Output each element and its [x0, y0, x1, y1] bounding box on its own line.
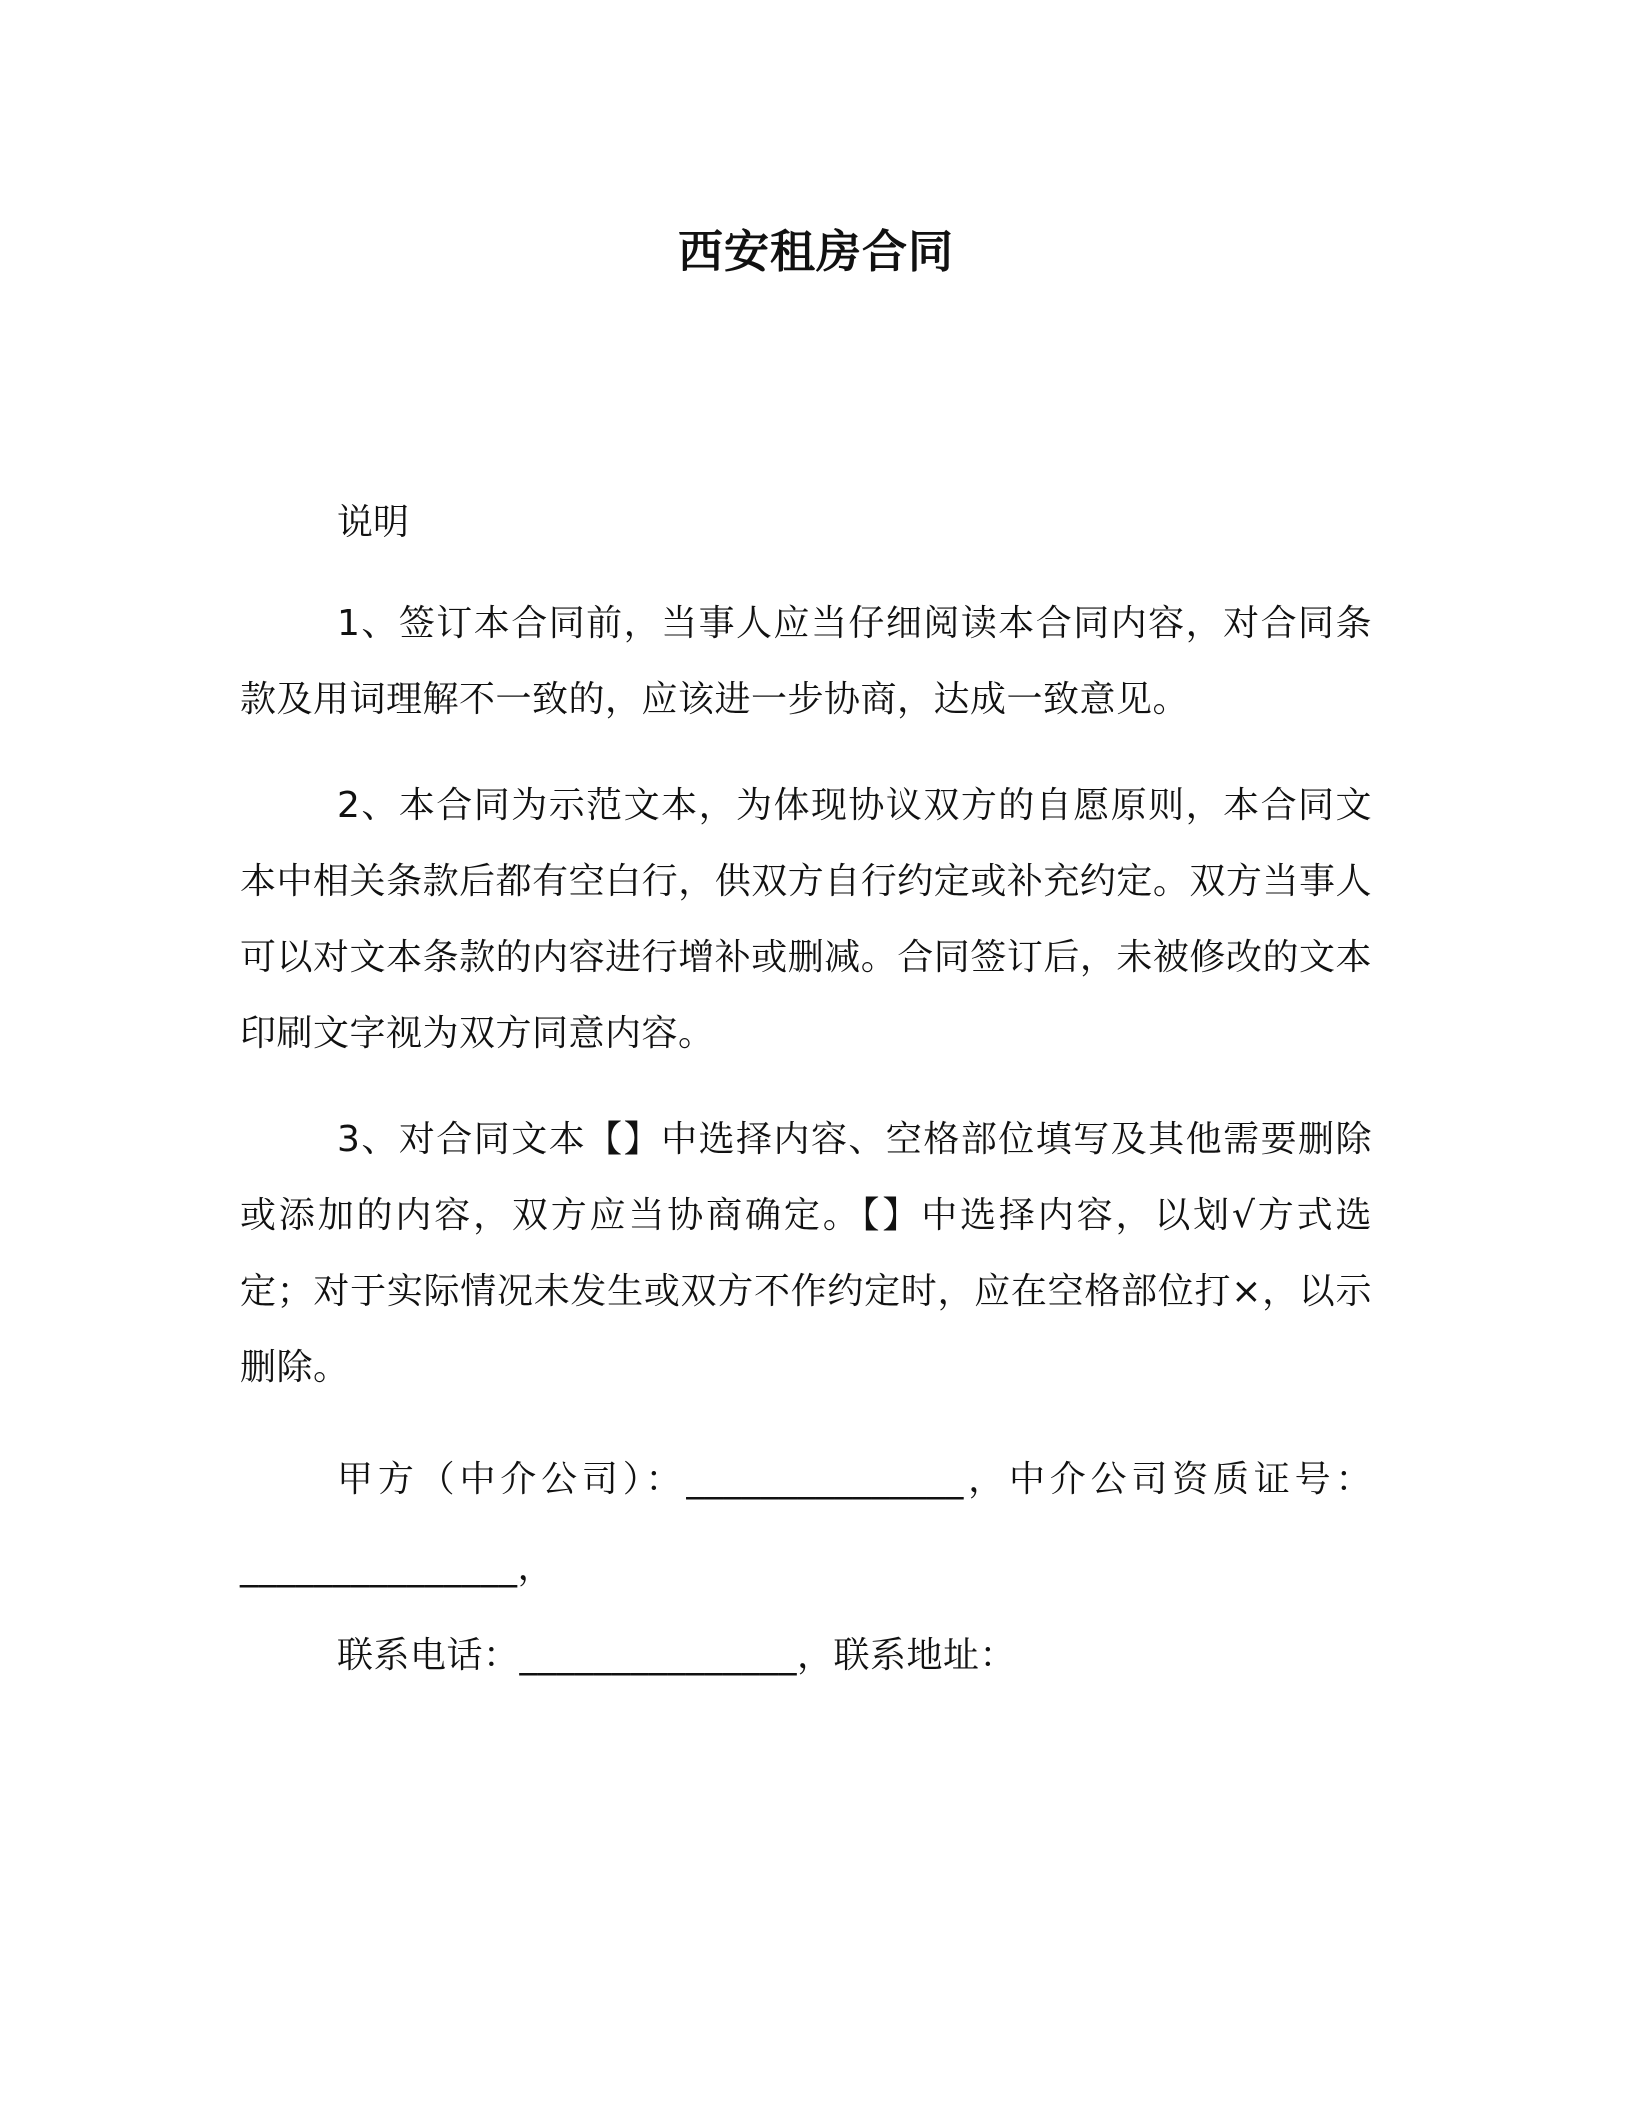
- party-a-line: 甲方（中介公司）：_______________，中介公司资质证号：_______________，: [240, 1459, 1372, 1588]
- paragraph-1: 1、签订本合同前，当事人应当仔细阅读本合同内容，对合同条款及用词理解不一致的，应该进一步协商，达成一致意见。: [240, 603, 1372, 720]
- document-title: 西安租房合同: [677, 225, 954, 278]
- paragraph-2: 2、本合同为示范文本，为体现协议双方的自愿原则，本合同文本中相关条款后都有空白行，供双方自行约定或补充约定。双方当事人可以对文本条款的内容进行增补或删减。合同签订后，未被修改的文本印刷文字视为双方同意内容。: [240, 785, 1372, 1054]
- contact-line: 联系电话：_______________，联系地址：: [337, 1635, 1017, 1676]
- paragraph-3: 3、对合同文本【】中选择内容、空格部位填写及其他需要删除或添加的内容，双方应当协商确定。【】中选择内容，以划√方式选定；对于实际情况未发生或双方不作约定时，应在空格部位打×，以示删除。: [240, 1119, 1372, 1388]
- section-heading: 说明: [337, 502, 410, 543]
